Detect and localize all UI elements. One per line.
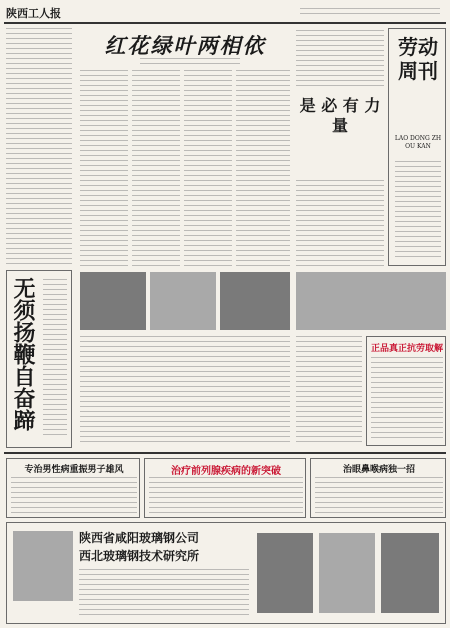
top-story-col-4 — [236, 70, 290, 268]
company-ad-box — [6, 522, 446, 624]
top-story-col-1 — [80, 70, 128, 268]
lower-story-text — [80, 336, 290, 446]
lower-right-text — [296, 336, 362, 446]
masthead-rule — [4, 22, 446, 24]
top-story-headline: 红花绿叶两相依 — [104, 33, 266, 58]
masthead-dateline — [300, 8, 440, 16]
ad-center-box — [144, 458, 306, 518]
right-feature-text — [371, 357, 443, 441]
top-story-byline — [140, 58, 240, 64]
company-ad-portrait — [13, 531, 73, 601]
company-ad-line-1: 陕西省咸阳玻璃钢公司 — [79, 531, 200, 545]
top-story-col-2 — [132, 70, 180, 268]
right-feature-box — [366, 336, 446, 446]
product-photo-1 — [257, 533, 313, 613]
ad-right-text — [315, 477, 443, 513]
ad-left-headline: 专治男性病重振男子雄风 — [24, 465, 124, 475]
ad-right-headline: 治眼鼻喉病独一招 — [342, 465, 415, 475]
middle-story-headline: 是 必 有 力 量 — [299, 96, 381, 135]
ad-strip-rule — [4, 452, 446, 454]
banner-box — [388, 28, 446, 266]
ad-left-text — [11, 477, 137, 513]
photo-1 — [80, 272, 146, 330]
left-column-text — [6, 28, 72, 264]
masthead-paper-name: 陕西工人报 — [6, 7, 61, 20]
banner-pinyin: LAO DONG ZHOU KAN — [394, 135, 442, 150]
company-ad-line-2: 西北玻璃钢技术研究所 — [79, 549, 200, 563]
company-ad-text — [79, 569, 249, 617]
ad-right-box — [310, 458, 446, 518]
ad-center-text — [149, 477, 303, 513]
photo-4 — [296, 272, 446, 330]
banner-slogans — [395, 161, 441, 257]
vertical-story-headline: 无须扬鞭自奋蹄 — [10, 277, 36, 431]
product-photo-3 — [381, 533, 439, 613]
middle-story-text — [296, 180, 384, 268]
vertical-story-box — [6, 270, 72, 448]
right-feature-headline: 正品真正抗劳取解 — [370, 344, 443, 354]
photo-2 — [150, 272, 216, 330]
middle-story-intro — [296, 30, 384, 90]
ad-center-headline: 治疗前列腺疾病的新突破 — [171, 466, 281, 477]
banner-title: 劳动周刊 — [398, 35, 438, 83]
product-photo-2 — [319, 533, 375, 613]
photo-3 — [220, 272, 290, 330]
ad-left-box — [6, 458, 140, 518]
vertical-story-subhead — [43, 279, 67, 439]
top-story-col-3 — [184, 70, 232, 268]
